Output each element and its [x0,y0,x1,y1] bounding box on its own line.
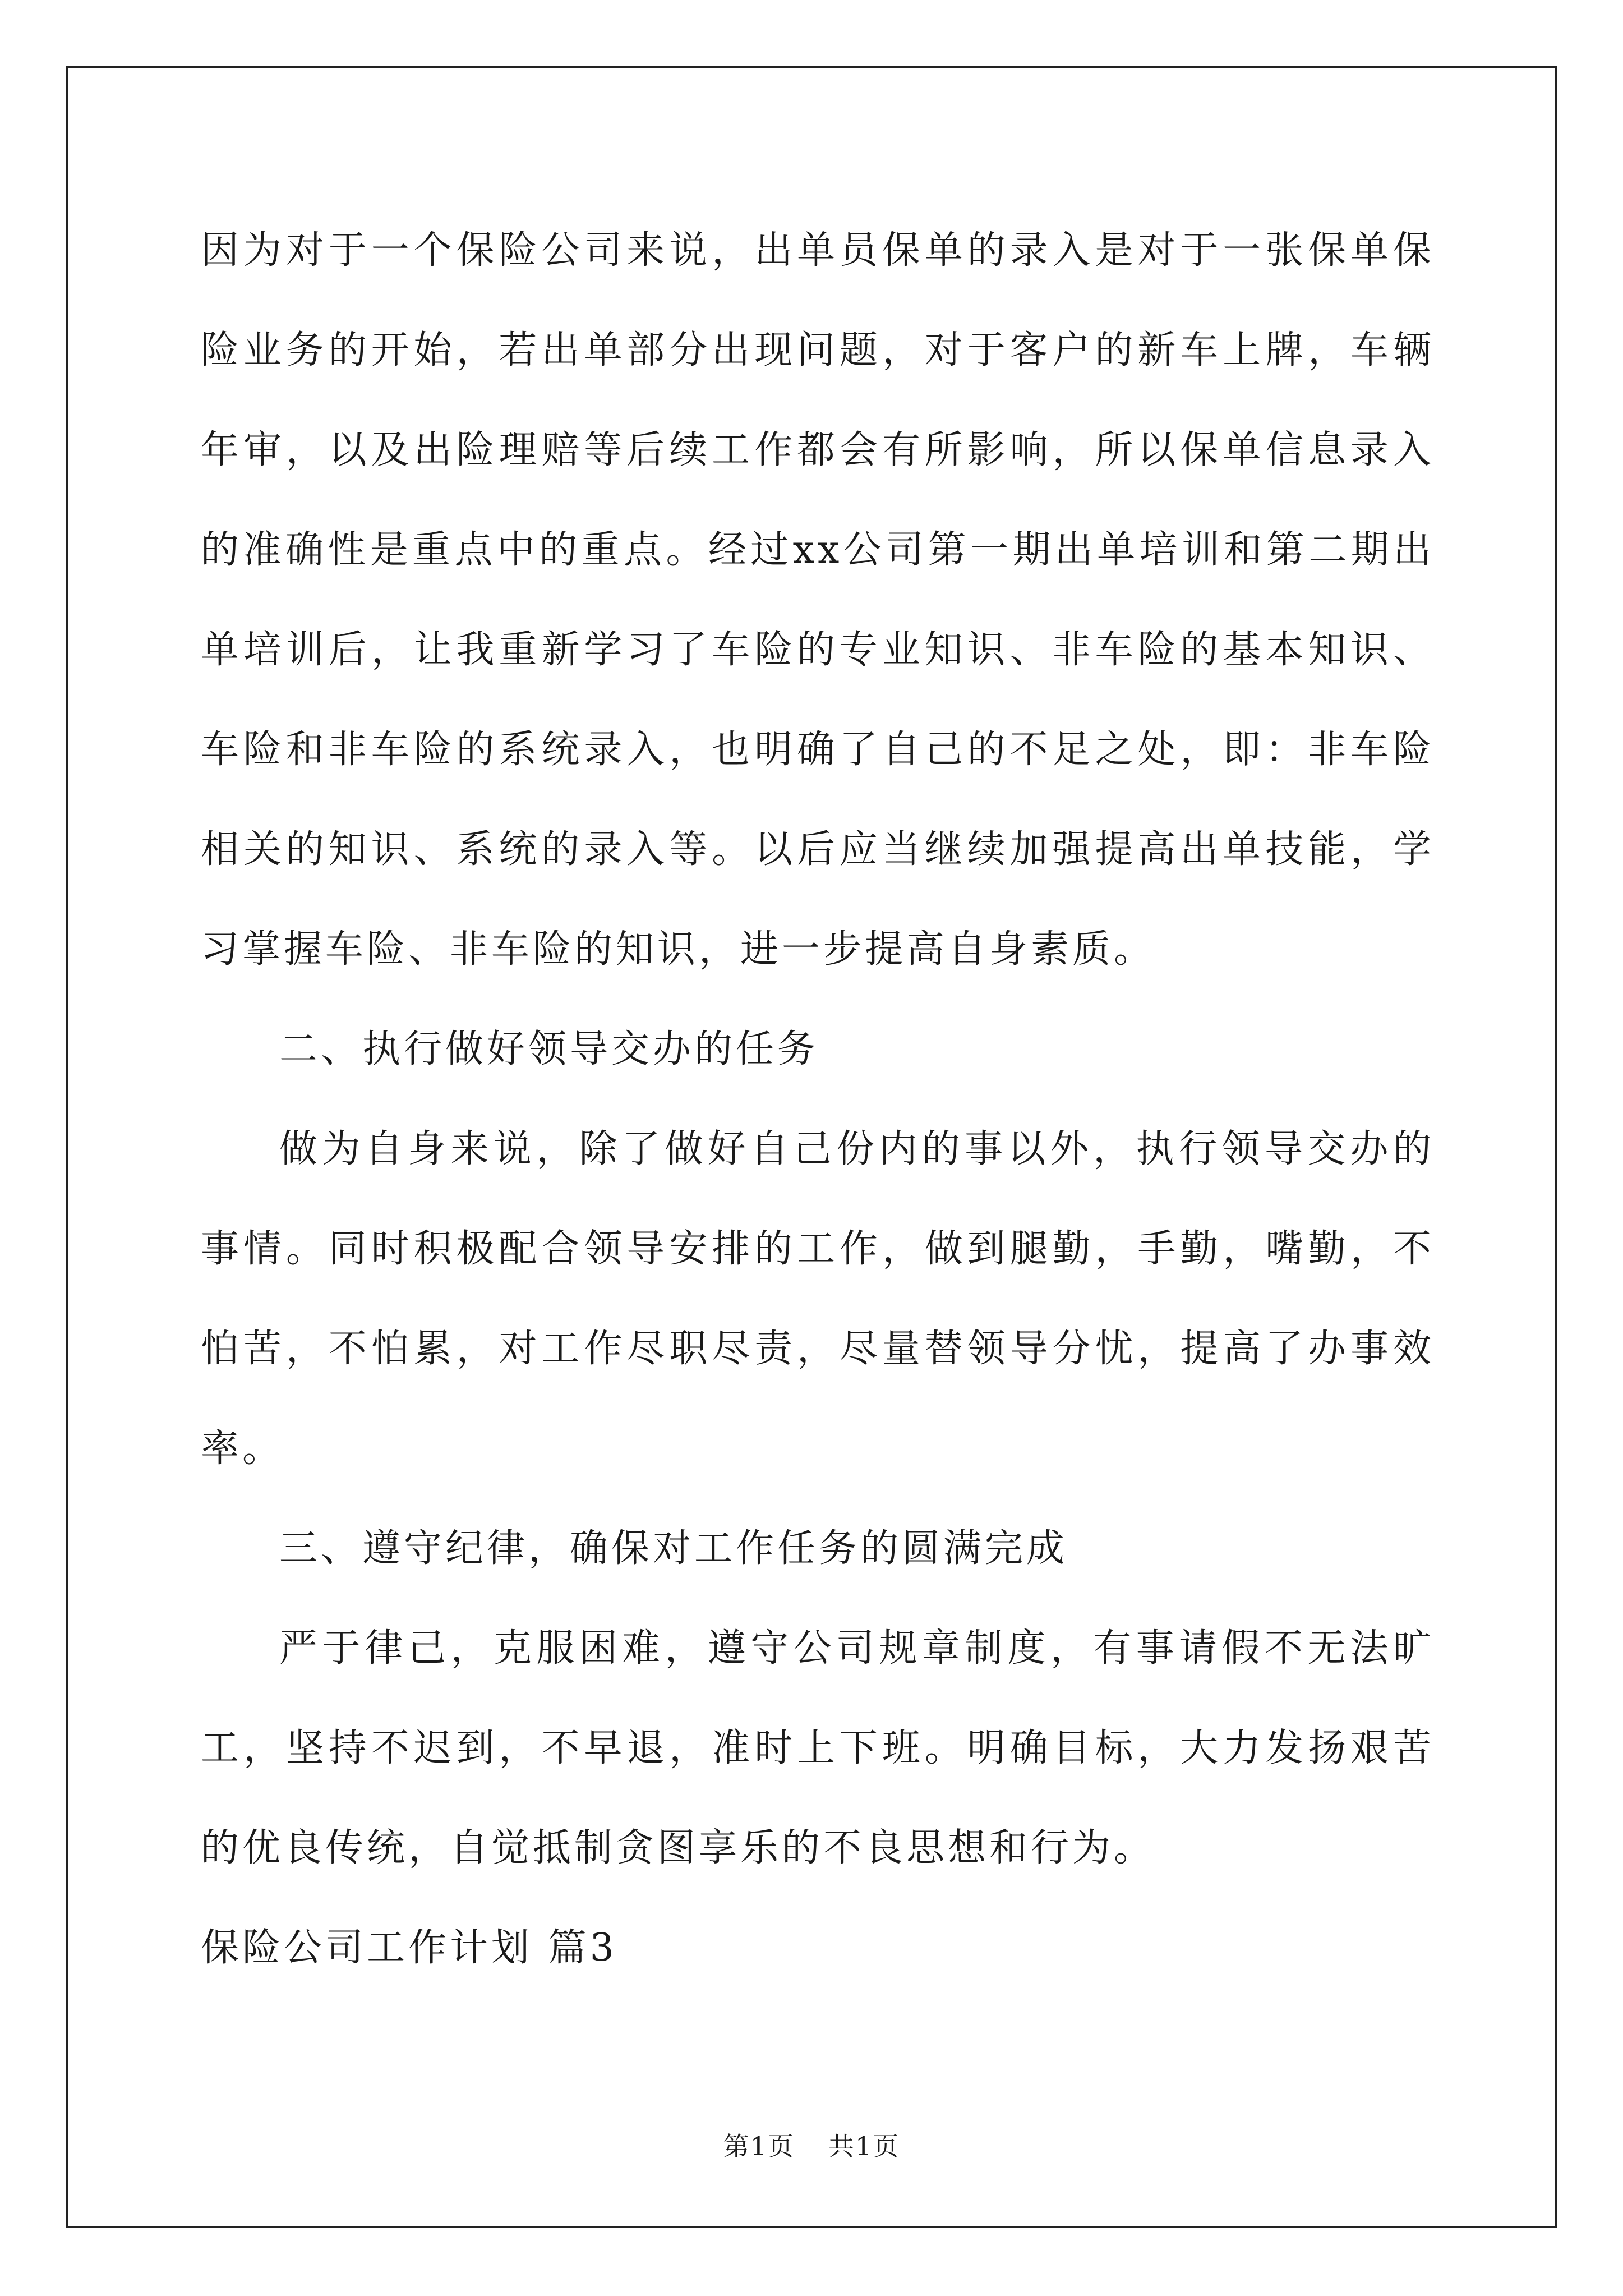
page-footer [0,2126,1623,2163]
page-number: 第1页 [723,2131,795,2161]
page-total: 共1页 [828,2131,900,2161]
document-body [201,201,1435,1998]
section-title: 保险公司工作计划 篇3 [201,1926,617,1970]
section-heading-2: 二、执行做好领导交办的任务 [279,1027,819,1071]
paragraph-intro: 因为对于一个保险公司来说，出单员保单的录入是对于一张保单保险业务的开始，若出单部分出现问题，对于客户的新车上牌，车辆年审，以及出险理赔等后续工作都会有所影响，所以保单信息录入的准确性是重点中的重点。经过xx公司第一期出单培训和第二期出单培训后，让我重新学习了车险的专业知识、非车险的基本知识、车险和非车险的系统录入，也明确了自己的不足之处，即：非车险相关的知识、系统的录入等。以后应当继续加强提高出单技能，学习掌握车险、非车险的知识，进一步提高自身素质。 [201,228,1435,972]
section-heading-3: 三、遵守纪律，确保对工作任务的圆满完成 [279,1526,1068,1571]
paragraph-discipline: 严于律己，克服困难，遵守公司规章制度，有事请假不无法旷工，坚持不迟到，不早退，准时上下班。明确目标，大力发扬艰苦的优良传统，自觉抵制贪图享乐的不良思想和行为。 [201,1626,1435,1870]
paragraph-tasks: 做为自身来说，除了做好自己份内的事以外，执行领导交办的事情。同时积极配合领导安排的工作，做到腿勤，手勤，嘴勤，不怕苦，不怕累，对工作尽职尽责，尽量替领导分忧，提高了办事效率。 [201,1127,1435,1471]
